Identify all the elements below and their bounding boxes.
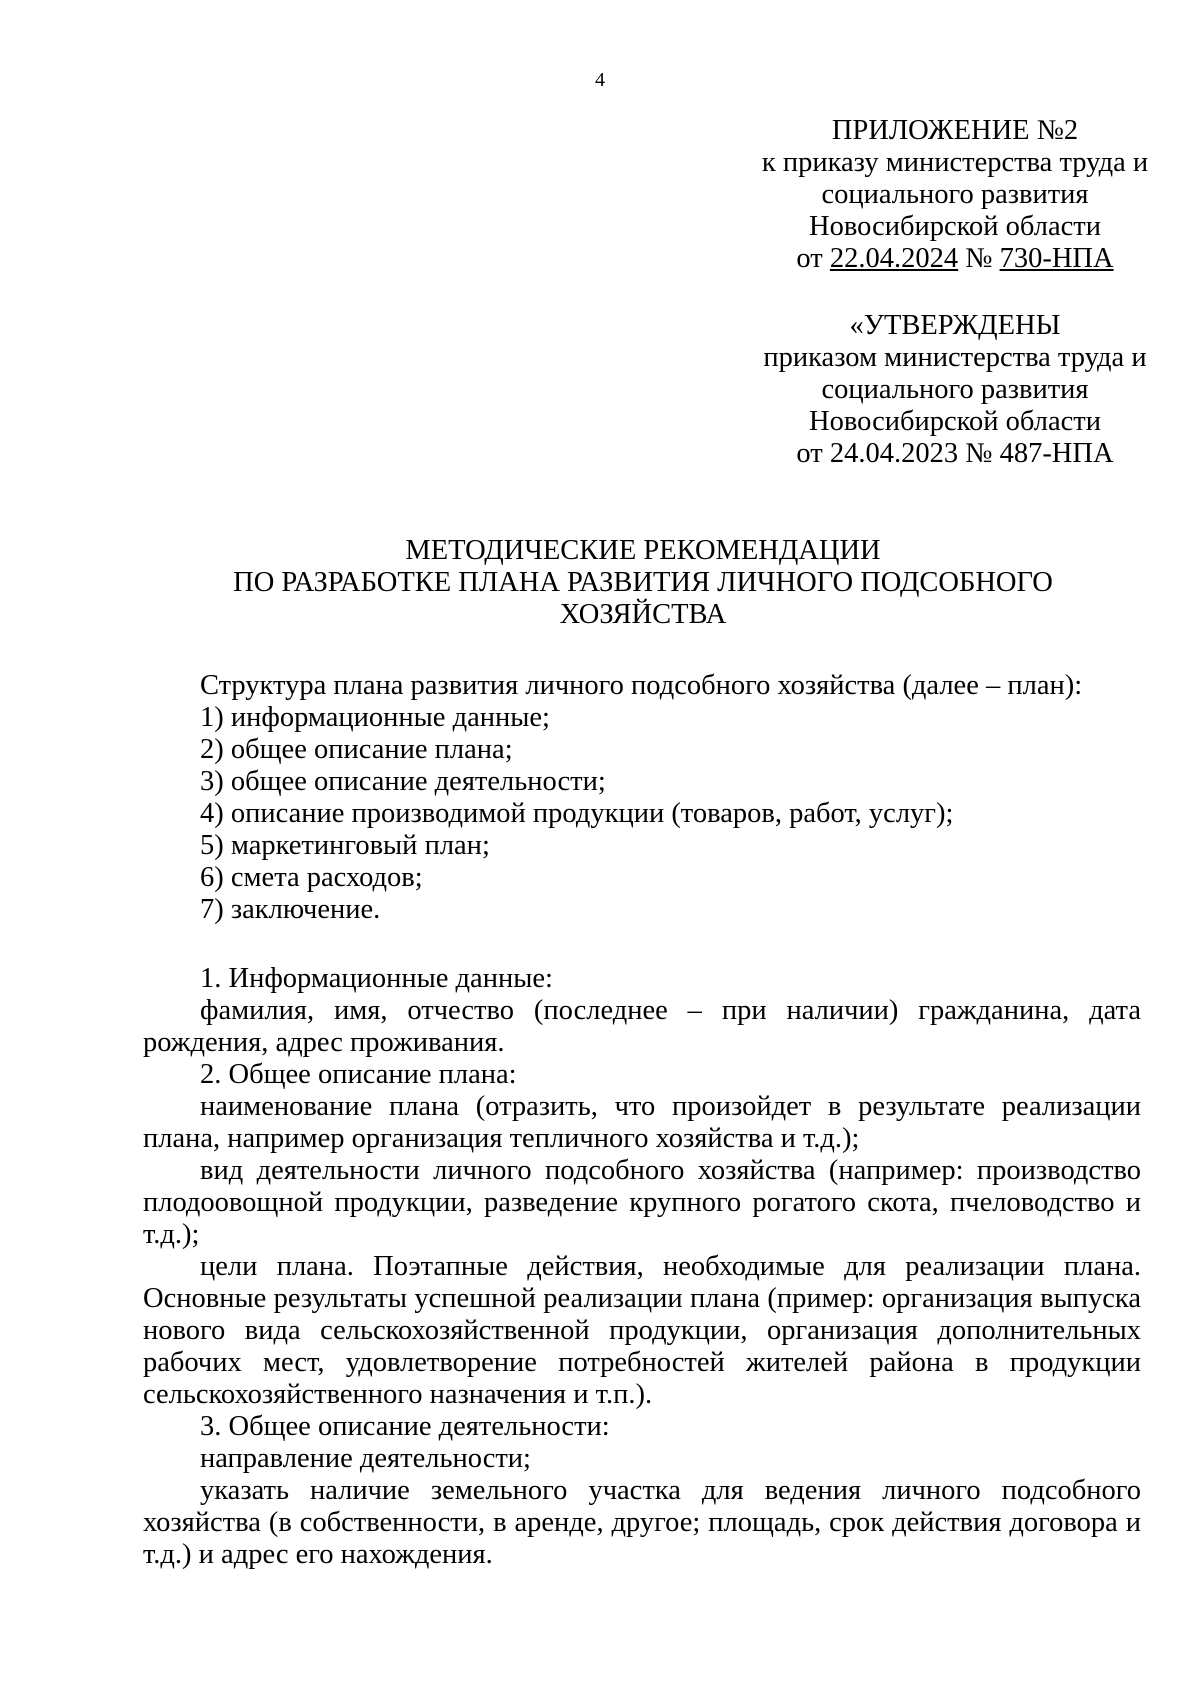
list-item: 1) информационные данные; <box>200 702 550 733</box>
paragraph: фамилия, имя, отчество (последнее – при наличии) гражданина, дата рождения, адрес проживания. <box>143 995 1141 1058</box>
document-title-line-2: ПО РАЗРАБОТКЕ ПЛАНА РАЗВИТИЯ ЛИЧНОГО ПОДСОБНОГО <box>233 567 1053 598</box>
appendix-title: ПРИЛОЖЕНИЕ №2 <box>831 115 1079 146</box>
paragraph: вид деятельности личного подсобного хозяйства (например: производство плодоовощной продукции, разведение крупного рогатого скота, пчеловодство и т.д.); <box>143 1155 1141 1250</box>
page-number: 4 <box>595 69 605 91</box>
approved-line-1: приказом министерства труда и <box>763 342 1147 373</box>
approved-line-3: Новосибирской области <box>809 406 1101 437</box>
appendix-order-number: 730-НПА <box>999 243 1114 274</box>
paragraph: указать наличие земельного участка для ведения личного подсобного хозяйства (в собственности, в аренде, другое; площадь, срок действия договора и т.д.) и адрес его нахождения. <box>143 1475 1141 1570</box>
section-heading-2: 2. Общее описание плана: <box>200 1059 517 1090</box>
appendix-order-prefix: от <box>796 243 830 274</box>
appendix-line-1: к приказу министерства труда и <box>761 147 1149 178</box>
approved-line-2: социального развития <box>821 374 1089 405</box>
approved-line-4: от 24.04.2023 № 487-НПА <box>796 438 1114 469</box>
list-item: 3) общее описание деятельности; <box>200 766 606 797</box>
document-title <box>143 535 1143 631</box>
section-heading-3: 3. Общее описание деятельности: <box>200 1411 610 1442</box>
list-item: 5) маркетинговый план; <box>200 830 490 861</box>
approved-title: «УТВЕРЖДЕНЫ <box>849 310 1061 341</box>
document-title-line-1: МЕТОДИЧЕСКИЕ РЕКОМЕНДАЦИИ <box>405 535 881 566</box>
paragraph: наименование плана (отразить, что произойдет в результате реализации плана, например организация тепличного хозяйства и т.д.); <box>143 1091 1141 1154</box>
appendix-order-line <box>755 243 1155 275</box>
paragraph: цели плана. Поэтапные действия, необходимые для реализации плана. Основные результаты успешной реализации плана (пример: организация выпуска нового вида сельскохозяйственной продукции, организация дополнительных рабочих мест, удовлетворение потребностей жителей района в продукции сельскохозяйственного назначения и т.п.). <box>143 1251 1141 1410</box>
appendix-order-no-sign: № <box>958 243 1000 274</box>
document-title-line-3: ХОЗЯЙСТВА <box>559 599 727 630</box>
paragraph: направление деятельности; <box>200 1443 531 1474</box>
plan-structure-intro: Структура плана развития личного подсобного хозяйства (далее – план): <box>200 670 1083 701</box>
appendix-order-date: 22.04.2024 <box>829 243 959 274</box>
list-item: 6) смета расходов; <box>200 862 423 893</box>
appendix-line-2: социального развития <box>821 179 1089 210</box>
appendix-line-3: Новосибирской области <box>809 211 1101 242</box>
document-body <box>143 963 1141 1571</box>
plan-structure-list <box>200 670 1120 926</box>
list-item: 7) заключение. <box>200 894 381 925</box>
section-heading-1: 1. Информационные данные: <box>200 963 553 994</box>
list-item: 4) описание производимой продукции (товаров, работ, услуг); <box>200 798 954 829</box>
approved-block <box>755 310 1155 470</box>
list-item: 2) общее описание плана; <box>200 734 513 765</box>
appendix-block <box>755 115 1155 275</box>
